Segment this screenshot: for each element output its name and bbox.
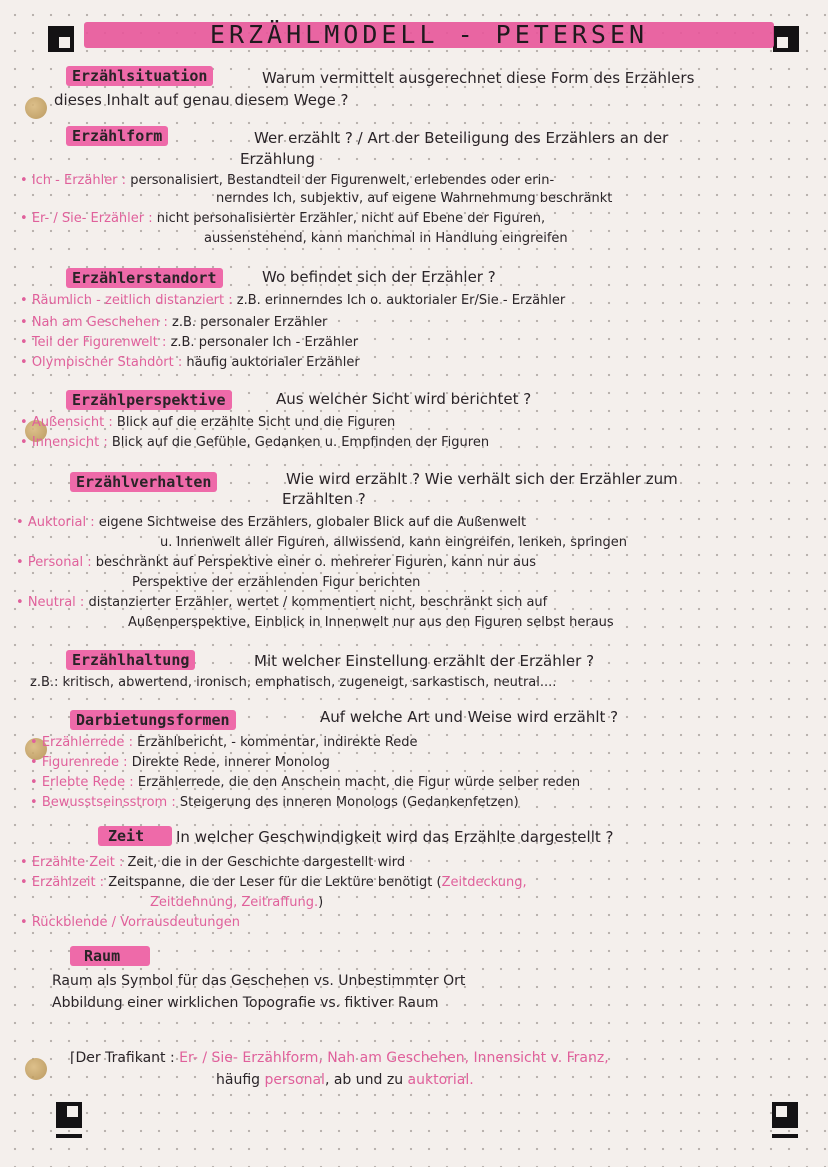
item-term: Figurenrede : [41, 755, 128, 770]
note-pink-text: Er- / Sie- Erzählform, Nah am Geschehen, Innensicht v. Franz, [179, 1050, 609, 1066]
section-heading-erzaehlsituation: Erzählsituation [66, 66, 213, 86]
item-text: ) [318, 895, 324, 910]
section-question-continued: Erzählten ? [282, 490, 366, 508]
list-item: • Erzählzeit : Zeitspanne, die der Leser für die Lektüre benötigt (Zeitdeckung, [20, 875, 527, 890]
note-line-continued [216, 1072, 474, 1089]
section-question: Wer erzählt ? / Art der Beteiligung des Erzählers an der [254, 129, 669, 147]
item-text: Steigerung des inneren Monologs (Gedankenfetzen) [179, 795, 519, 810]
list-item-continued [150, 894, 323, 911]
item-term: Rückblende / Vorrausdeutungen [31, 915, 241, 930]
page-title: ERZÄHLMODELL - PETERSEN [209, 20, 649, 49]
note-bracket-icon: ⌈ [70, 1050, 76, 1066]
list-item: • Olympischer Standort : häufig auktorialer Erzähler [20, 355, 360, 370]
item-term: Neutral : [27, 595, 85, 610]
section-question: Mit welcher Einstellung erzählt der Erzähler ? [254, 652, 595, 670]
item-term: Außensicht : [31, 415, 113, 430]
list-item: • Nah am Geschehen : z.B. personaler Erzähler [20, 315, 328, 330]
item-term: Er- / Sie- Erzähler : [31, 211, 153, 226]
note-pink-text: auktorial. [407, 1072, 474, 1088]
item-term: Räumlich - zeitlich distanziert : [31, 293, 233, 308]
section-question: In welcher Geschwindigkeit wird das Erzählte dargestellt ? [176, 828, 614, 846]
corner-mark-bottom-right [772, 1102, 798, 1128]
list-item-continued: u. Innenwelt aller Figuren, allwissend, kann eingreifen, lenken, springen [160, 535, 627, 550]
item-term: Personal : [27, 555, 92, 570]
item-pink-text: Zeitdeckung, [441, 875, 527, 890]
binder-hole [25, 1058, 47, 1080]
section-heading-erzaehlform: Erzählform [66, 126, 168, 146]
corner-mark-top-left [48, 26, 74, 52]
item-term: Erzählzeit : [31, 875, 105, 890]
item-pink-text: Zeitdehnung, Zeitraffung. [150, 895, 319, 910]
note-label: Der Trafikant : [75, 1050, 175, 1066]
list-item: • Ich - Erzähler : personalisiert, Bestandteil der Figurenwelt, erlebendes oder erin- [20, 173, 555, 188]
item-term: Nah am Geschehen : [31, 315, 168, 330]
list-item: • Neutral : distanzierter Erzähler, wertet / kommentiert nicht, beschränkt sich auf [16, 595, 548, 610]
raum-line: Raum als Symbol für das Geschehen vs. Unbestimmter Ort [52, 973, 466, 989]
item-term: Auktorial : [27, 515, 95, 530]
item-term: Innensicht : [31, 435, 108, 450]
section-question-continued: Erzählung [240, 150, 315, 168]
section-question: Aus welcher Sicht wird berichtet ? [276, 390, 532, 408]
corner-mark-bottom-left [56, 1102, 82, 1128]
list-item: • Bewusstseinsstrom : Steigerung des inneren Monologs (Gedankenfetzen) [30, 795, 519, 810]
item-text: distanzierter Erzähler, wertet / kommentiert nicht, beschränkt sich auf [88, 595, 548, 610]
item-term: Olympischer Standort : [31, 355, 183, 370]
item-text: personalisiert, Bestandteil der Figurenwelt, erlebendes oder erin- [130, 173, 555, 188]
section-heading-erzaehlerstandort: Erzählerstandort [66, 268, 223, 288]
section-heading-raum: Raum [70, 946, 150, 966]
section-heading-zeit: Zeit [98, 826, 172, 846]
section-question: Auf welche Art und Weise wird erzählt ? [320, 708, 619, 726]
note-text: , ab und zu [324, 1072, 404, 1088]
item-text: nicht personalisierter Erzähler, nicht auf Ebene der Figuren, [156, 211, 546, 226]
note-pink-text: personal [264, 1072, 325, 1088]
example-line: z.B.: kritisch, abwertend, ironisch, emphatisch, zugeneigt, sarkastisch, neutral.... [30, 675, 557, 690]
section-question: Warum vermittelt ausgerechnet diese Form des Erzählers [262, 69, 695, 87]
item-text: Blick auf die erzählte Sicht und die Figuren [116, 415, 396, 430]
note-line [70, 1050, 609, 1067]
list-item: • Figurenrede : Direkte Rede, innerer Monolog [30, 755, 330, 770]
item-term: Erzählte Zeit : [31, 855, 124, 870]
section-heading-darbietungsformen: Darbietungsformen [70, 710, 236, 730]
list-item: • Auktorial : eigene Sichtweise des Erzählers, globaler Blick auf die Außenwelt [16, 515, 527, 530]
list-item: • Teil der Figurenwelt : z.B. personaler Ich - Erzähler [20, 335, 359, 350]
item-text: häufig auktorialer Erzähler [186, 355, 360, 370]
list-item-continued: aussenstehend, kann manchmal in Handlung eingreifen [204, 231, 568, 246]
list-item: • Außensicht : Blick auf die erzählte Sicht und die Figuren [20, 415, 396, 430]
list-item-continued: Außenperspektive, Einblick in Innenwelt nur aus den Figuren selbst heraus [128, 615, 614, 630]
list-item: • Räumlich - zeitlich distanziert : z.B. erinnerndes Ich o. auktorialer Er/Sie - Erzähler [20, 293, 566, 308]
item-text: eigene Sichtweise des Erzählers, globaler Blick auf die Außenwelt [98, 515, 527, 530]
section-heading-erzaehlhaltung: Erzählhaltung [66, 650, 195, 670]
item-term: Erlebte Rede : [41, 775, 134, 790]
list-item: • Rückblende / Vorrausdeutungen [20, 915, 241, 930]
list-item-continued: Perspektive der erzählenden Figur berichten [132, 575, 421, 590]
item-text: Zeit, die in der Geschichte dargestellt wird [127, 855, 406, 870]
list-item-continued: nerndes Ich, subjektiv, auf eigene Wahrnehmung beschränkt [216, 191, 613, 206]
item-text: Erzählerrede, die den Anschein macht, die Figur würde selber reden [137, 775, 581, 790]
section-question-continued: dieses Inhalt auf genau diesem Wege ? [54, 91, 349, 109]
section-heading-erzaehlperspektive: Erzählperspektive [66, 390, 232, 410]
binder-hole [25, 97, 47, 119]
section-heading-erzaehlverhalten: Erzählverhalten [70, 472, 217, 492]
list-item: • Erzählerrede : Erzählbericht, - kommentar, indirekte Rede [30, 735, 418, 750]
item-term: Teil der Figurenwelt : [31, 335, 167, 350]
note-text: häufig [216, 1072, 261, 1088]
item-text: z.B. erinnerndes Ich o. auktorialer Er/Sie - Erzähler [236, 293, 566, 308]
item-text: Erzählbericht, - kommentar, indirekte Rede [137, 735, 418, 750]
list-item: • Personal : beschränkt auf Perspektive einer o. mehrerer Figuren, kann nur aus [16, 555, 536, 570]
list-item: • Er- / Sie- Erzähler : nicht personalisierter Erzähler, nicht auf Ebene der Figuren, [20, 211, 546, 226]
raum-line: Abbildung einer wirklichen Topografie vs. fiktiver Raum [52, 995, 439, 1011]
section-question: Wie wird erzählt ? Wie verhält sich der Erzähler zum [286, 470, 678, 488]
item-text: Blick auf die Gefühle, Gedanken u. Empfinden der Figuren [111, 435, 490, 450]
corner-mark-top-right [773, 26, 799, 52]
item-text: Zeitspanne, die der Leser für die Lektüre benötigt ( [108, 875, 442, 890]
section-question: Wo befindet sich der Erzähler ? [262, 268, 496, 286]
list-item: • Erlebte Rede : Erzählerrede, die den Anschein macht, die Figur würde selber reden [30, 775, 581, 790]
item-text: z.B. personaler Erzähler [172, 315, 328, 330]
item-term: Erzählerrede : [41, 735, 133, 750]
list-item: • Erzählte Zeit : Zeit, die in der Geschichte dargestellt wird [20, 855, 406, 870]
list-item: • Innensicht : Blick auf die Gefühle, Gedanken u. Empfinden der Figuren [20, 435, 490, 450]
item-text: Direkte Rede, innerer Monolog [131, 755, 330, 770]
item-term: Bewusstseinsstrom : [41, 795, 176, 810]
item-text: beschränkt auf Perspektive einer o. mehrerer Figuren, kann nur aus [95, 555, 536, 570]
item-term: Ich - Erzähler : [31, 173, 127, 188]
item-text: z.B. personaler Ich - Erzähler [170, 335, 359, 350]
